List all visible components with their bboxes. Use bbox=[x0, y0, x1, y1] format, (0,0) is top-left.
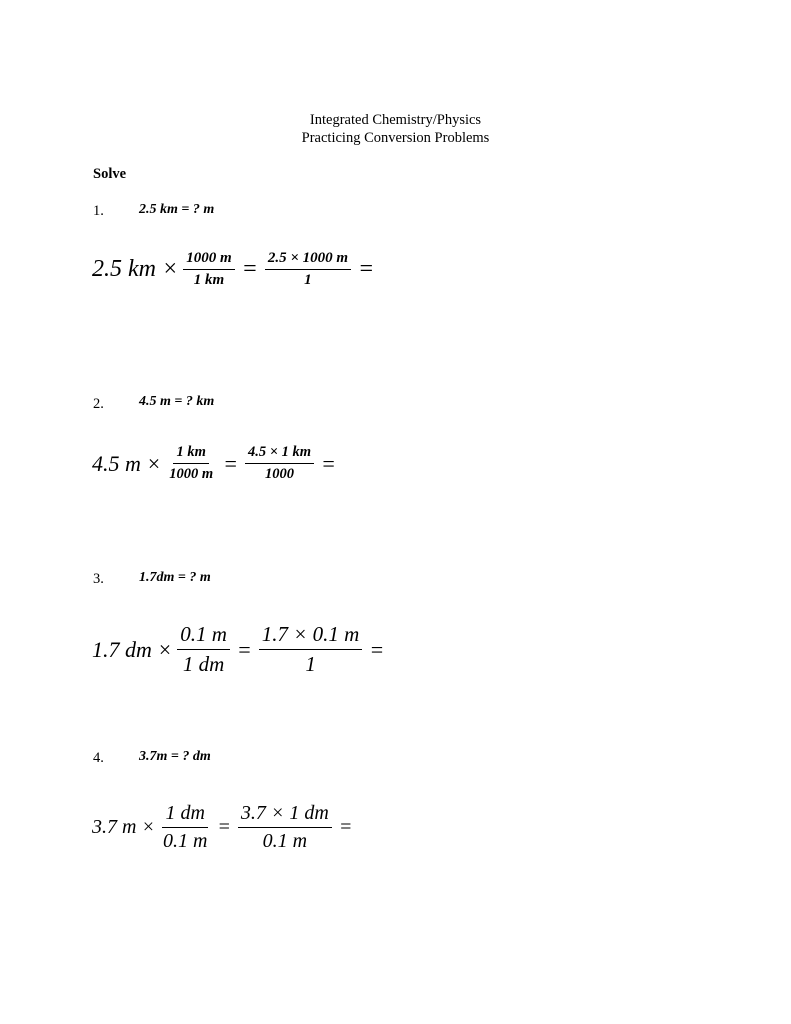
expression-denominator: 1000 bbox=[265, 466, 295, 482]
expression-fraction bbox=[238, 802, 332, 853]
problem-equation bbox=[92, 802, 356, 853]
document-subtitle: Practicing Conversion Problems bbox=[301, 130, 490, 146]
conversion-factor bbox=[160, 802, 210, 853]
problem-prompt: 1.7dm = ? m bbox=[139, 570, 211, 585]
factor-numerator: 1000 m bbox=[183, 250, 234, 270]
factor-numerator: 1 km bbox=[173, 444, 208, 464]
expression-numerator: 3.7 × 1 dm bbox=[238, 802, 332, 828]
expression-denominator: 0.1 m bbox=[262, 830, 308, 852]
problem-prompt: 4.5 m = ? km bbox=[139, 394, 215, 409]
equals-sign: = bbox=[338, 816, 353, 838]
factor-denominator: 0.1 m bbox=[162, 830, 208, 852]
equals-sign: = bbox=[321, 450, 336, 476]
expression-numerator: 4.5 × 1 km bbox=[245, 444, 314, 464]
factor-numerator: 1 dm bbox=[162, 802, 207, 828]
problem-number: 4. bbox=[93, 750, 104, 766]
equals-sign: = bbox=[217, 816, 231, 838]
expression-denominator: 1 bbox=[305, 652, 316, 676]
conversion-factor bbox=[166, 444, 216, 483]
equation-lhs: 3.7 m × bbox=[92, 816, 155, 838]
problem-equation bbox=[92, 622, 388, 677]
problem-prompt: 3.7m = ? dm bbox=[139, 749, 211, 764]
factor-denominator: 1000 m bbox=[169, 466, 214, 482]
problem-number: 3. bbox=[93, 571, 104, 587]
expression-fraction bbox=[259, 622, 363, 677]
expression-numerator: 1.7 × 0.1 m bbox=[259, 622, 363, 650]
equation-lhs: 1.7 dm × bbox=[92, 636, 173, 662]
conversion-factor bbox=[183, 250, 234, 289]
expression-denominator: 1 bbox=[304, 272, 312, 288]
equals-sign: = bbox=[358, 256, 375, 282]
equation-lhs: 4.5 m × bbox=[92, 450, 162, 476]
expression-fraction bbox=[265, 250, 351, 289]
equals-sign: = bbox=[236, 636, 252, 662]
factor-denominator: 1 dm bbox=[182, 652, 225, 676]
document-title: Integrated Chemistry/Physics bbox=[309, 112, 482, 128]
equals-sign: = bbox=[369, 636, 385, 662]
problem-equation bbox=[92, 444, 340, 483]
factor-denominator: 1 km bbox=[193, 272, 225, 288]
expression-fraction bbox=[245, 444, 314, 483]
factor-numerator: 0.1 m bbox=[177, 622, 230, 650]
problem-number: 2. bbox=[93, 396, 104, 412]
expression-numerator: 2.5 × 1000 m bbox=[265, 250, 351, 270]
equals-sign: = bbox=[223, 450, 238, 476]
problem-prompt: 2.5 km = ? m bbox=[139, 202, 215, 217]
problem-equation bbox=[92, 250, 378, 289]
section-label: Solve bbox=[93, 166, 127, 182]
problem-number: 1. bbox=[93, 203, 104, 219]
equals-sign: = bbox=[241, 256, 258, 282]
equation-lhs: 2.5 km × bbox=[92, 256, 179, 282]
conversion-factor bbox=[177, 622, 230, 677]
